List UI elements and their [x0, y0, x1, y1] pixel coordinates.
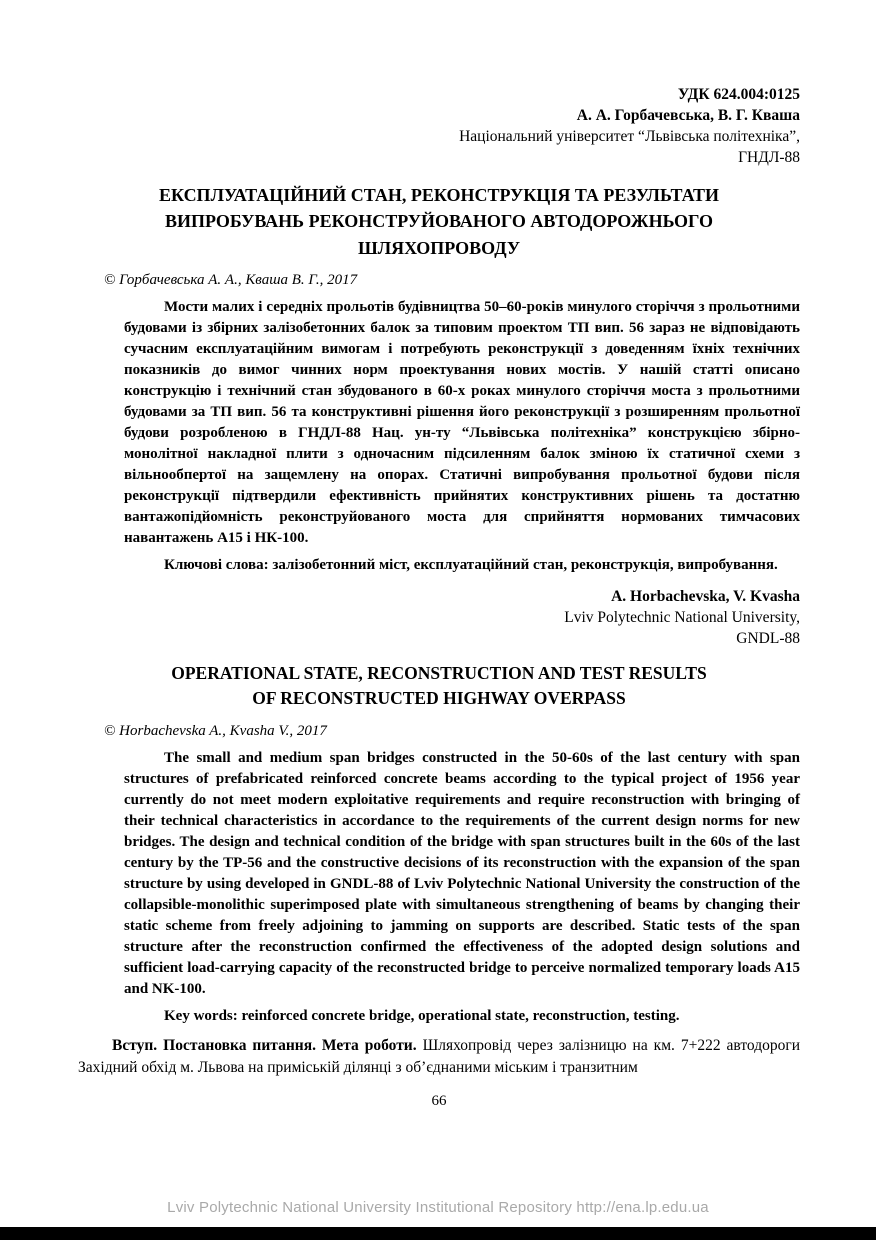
- page-number: 66: [431, 1092, 447, 1109]
- abstract-en: The small and medium span bridges constructed in the 50-60s of the last century with span structures of prefabricated reinforced concrete beams according to the typical project of 1956 year currently do not meet modern exploitative requirements and require reconstruction with bringing of their technical characteristics in accordance to the requirements of the current design norms for new bridges. The design and technical condition of the bridge with span structures built in the 60s of the last century by the TP-56 and the constructive decisions of its reconstruction with the expansion of the span structure by using developed in GNDL-88 of Lviv Polytechnic National University the construction of the collapsible-monolithic superimposed plate with simultaneous strengthening of beams by changing their static scheme from freely adjoining to jamming on supports are described. Static tests of the span structure after the reconstruction confirmed the effectiveness of the adopted design solutions and sufficient load-carrying capacity of the reconstructed bridge to perceive normalized temporary loads A15 and NK-100.: [124, 749, 800, 997]
- header-block-en: [78, 586, 800, 649]
- copyright-line-ua: © Горбачевська А. А., Кваша В. Г., 2017: [104, 271, 358, 288]
- page-title-ua: ЕКСПЛУАТАЦІЙНИЙ СТАН, РЕКОНСТРУКЦІЯ ТА РЕЗУЛЬТАТИ ВИПРОБУВАНЬ РЕКОНСТРУЙОВАНОГО АВТОДОРОЖНЬОГО ШЛЯХОПРОВОДУ: [158, 185, 720, 258]
- header-block-ua: [78, 84, 800, 168]
- intro-paragraph: [78, 1035, 800, 1079]
- keywords-ua: Ключові слова: залізобетонний міст, експлуатаційний стан, реконструкція, випробування.: [164, 556, 778, 573]
- affiliation-en: Lviv Polytechnic National University,: [564, 608, 800, 626]
- affiliation-ua: Національний університет “Львівська політехніка”,: [459, 128, 800, 146]
- repository-watermark: Lviv Polytechnic National University Institutional Repository http://ena.lp.edu.ua: [167, 1199, 709, 1216]
- intro-text: Шляхопровід через залізницю на км. 7+222 автодороги Західний обхід м. Львова на приміській ділянці з об’єднаними міським і транзитним: [78, 1036, 800, 1076]
- keywords-en: Key words: reinforced concrete bridge, operational state, reconstruction, testing.: [164, 1007, 680, 1024]
- authors-en: A. Horbachevska, V. Kvasha: [611, 587, 800, 605]
- copyright-line-en: © Horbachevska A., Kvasha V., 2017: [104, 722, 327, 739]
- authors-ua: А. А. Горбачевська, В. Г. Кваша: [576, 107, 800, 125]
- abstract-ua: Мости малих і середніх прольотів будівництва 50–60-років минулого сторіччя з прольотними будовами із збірних залізобетонних балок за типовим проектом ТП вип. 56 зараз не відповідають сучасним експлуатаційним вимогам і потребують реконструкції з доведенням їхніх технічних показників до вимог чинних норм проектування нових мостів. У нашій статті описано конструкцію і технічний стан збудованого в 60-х роках минулого сторіччя моста з прольотними будовами за ТП вип. 56 та конструктивні рішення його реконструкції з розширенням прольотної будови розробленою в ГНДЛ-88 Нац. ун-ту “Львівська політехніка” конструкцією збірно-монолітної накладної плити з одночасним підсиленням балок зміною їх статичної схеми з вільнообпертої на защемлену на опорах. Статичні випробування прольотної будови після реконструкції підтвердили ефективність прийнятих конструктивних рішень та достатню вантажопідйомність реконструйованого моста для сприйняття нормованих тимчасових навантажень А15 і НК-100.: [124, 298, 800, 546]
- intro-section-heading: Вступ. Постановка питання. Мета роботи.: [112, 1036, 417, 1054]
- lab-name-en: GNDL-88: [736, 629, 800, 647]
- bottom-black-bar: [0, 1227, 876, 1240]
- udc-code: УДК 624.004:0125: [677, 86, 800, 103]
- lab-name-ua: ГНДЛ-88: [738, 149, 800, 167]
- page-title-en: OPERATIONAL STATE, RECONSTRUCTION AND TEST RESULTS OF RECONSTRUCTED HIGHWAY OVERPASS: [171, 662, 707, 709]
